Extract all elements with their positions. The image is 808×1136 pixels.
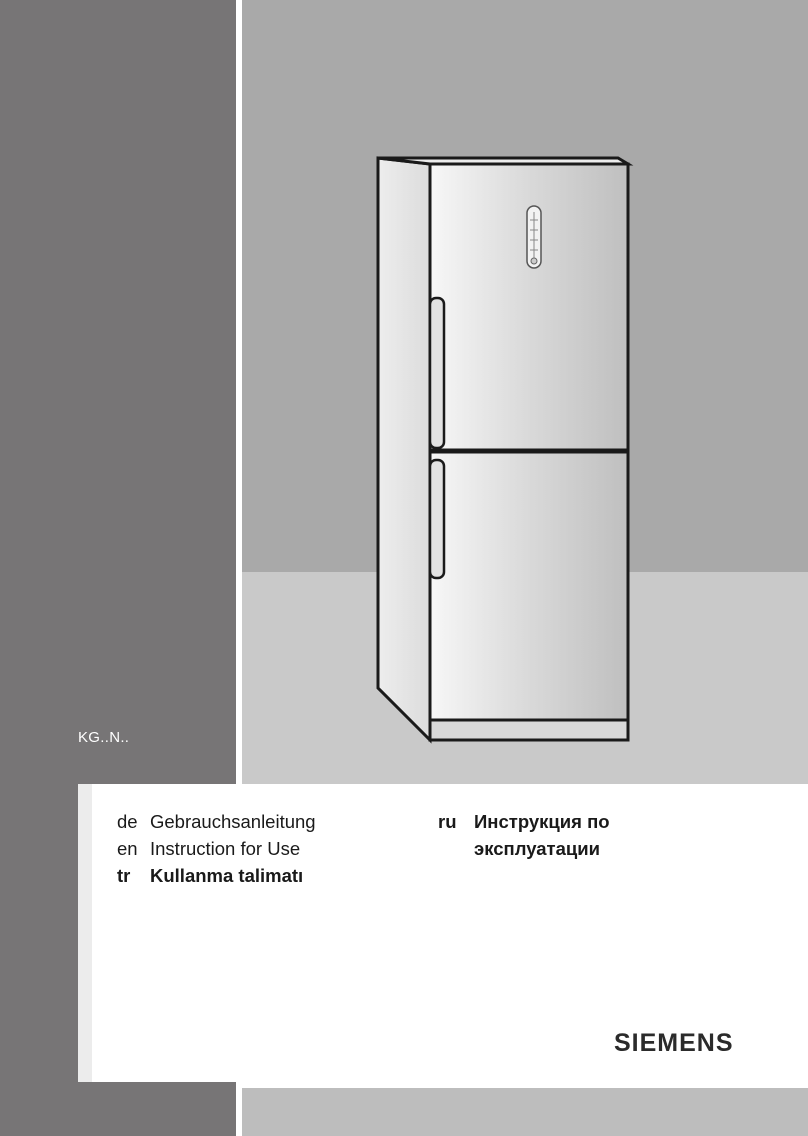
language-code: tr (117, 865, 131, 886)
fridge-side (378, 158, 430, 740)
language-code: en (117, 838, 138, 859)
language-label: Инструкция по (474, 811, 610, 832)
title-panel-edge (78, 784, 92, 1082)
brand-logo: SIEMENS (614, 1029, 734, 1057)
model-code: KG..N.. (78, 729, 130, 746)
language-code: de (117, 811, 138, 832)
fridge-illustration (360, 150, 640, 750)
language-row-de (117, 808, 316, 835)
language-label: Gebrauchsanleitung (150, 811, 316, 832)
language-row-ru (438, 808, 610, 835)
language-row-tr (117, 862, 316, 889)
fridge-lower-handle (430, 460, 444, 578)
language-list-left (117, 808, 316, 889)
language-list-right (438, 808, 610, 862)
language-row-ru-cont (438, 835, 610, 862)
language-label: Kullanma talimatı (150, 865, 304, 886)
fridge-upper-door (430, 164, 628, 450)
language-label: Instruction for Use (150, 838, 301, 859)
language-row-en (117, 835, 316, 862)
fridge-upper-handle (430, 298, 444, 448)
fridge-plinth (430, 720, 628, 740)
fridge-lower-door (430, 452, 628, 720)
bottom-strip (242, 1088, 808, 1136)
language-code: ru (438, 811, 457, 832)
language-label-cont: эксплуатации (474, 838, 601, 859)
